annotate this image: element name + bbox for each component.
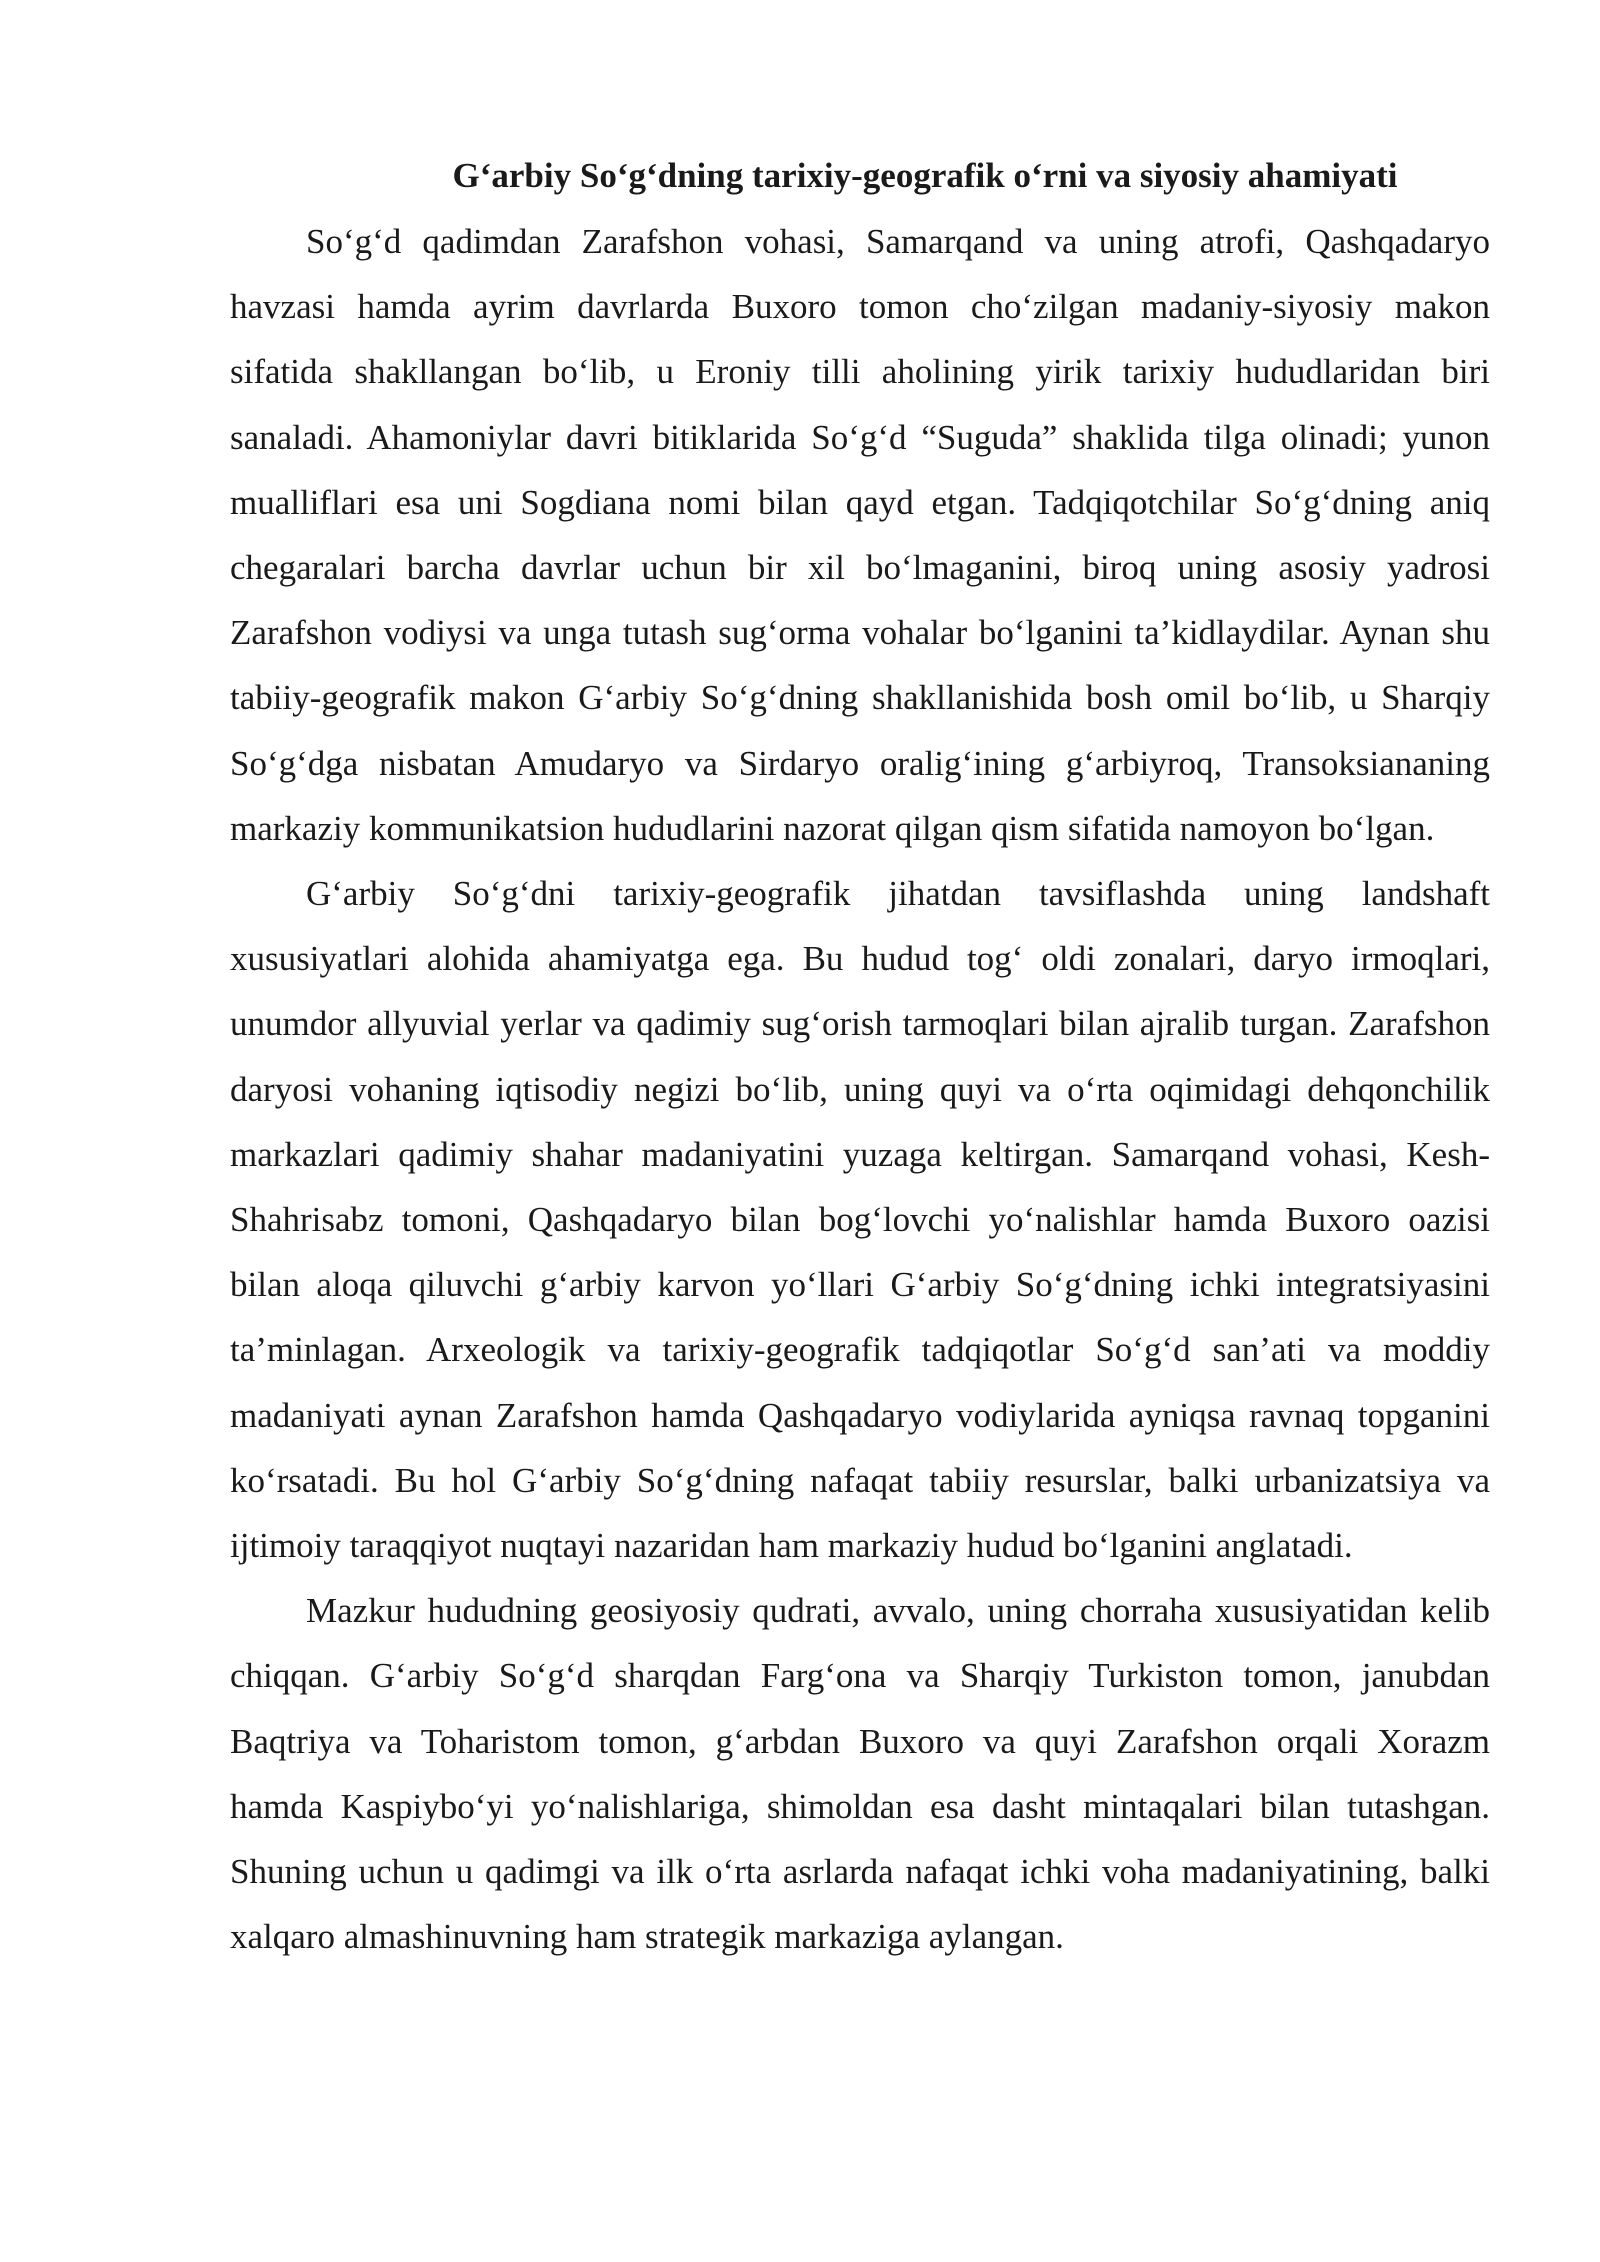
- document-page: [230, 148, 1490, 1969]
- paragraph-3: Mazkur hududning geosiyosiy qudrati, avvalo, uning chorraha xususiyatidan kelib chiqqan. G‘arbiy So‘g‘d sharqdan Farg‘ona va Sharqiy Turkiston tomon, janubdan Baqtriya va Toharistom tomon, g‘arbdan Buxoro va quyi Zarafshon orqali Xorazm hamda Kaspiybo‘yi yo‘nalishlariga, shimoldan esa dasht mintaqalari bilan tutashgan. Shuning uchun u qadimgi va ilk o‘rta asrlarda nafaqat ichki voha madaniyatining, balki xalqaro almashinuvning ham strategik markaziga aylangan.: [230, 1591, 1490, 1957]
- document-title: G‘arbiy So‘g‘dning tarixiy-geografik o‘rni va siyosiy ahamiyati: [452, 156, 1398, 195]
- paragraph-1: So‘g‘d qadimdan Zarafshon vohasi, Samarqand va uning atrofi, Qashqadaryo havzasi hamda ayrim davrlarda Buxoro tomon cho‘zilgan madaniy-siyosiy makon sifatida shakllangan bo‘lib, u Eroniy tilli aholining yirik tarixiy hududlaridan biri sanaladi. Ahamoniylar davri bitiklarida So‘g‘d “Suguda” shaklida tilga olinadi; yunon mualliflari esa uni Sogdiana nomi bilan qayd etgan. Tadqiqotchilar So‘g‘dning aniq chegaralari barcha davrlar uchun bir xil bo‘lmaganini, biroq uning asosiy yadrosi Zarafshon vodiysi va unga tutash sug‘orma vohalar bo‘lganini ta’kidlaydilar. Aynan shu tabiiy-geografik makon G‘arbiy So‘g‘dning shakllanishida bosh omil bo‘lib, u Sharqiy So‘g‘dga nisbatan Amudaryo va Sirdaryo oralig‘ining g‘arbiyroq, Transoksiananing markaziy kommunikatsion hududlarini nazorat qilgan qism sifatida namoyon bo‘lgan.: [230, 222, 1490, 848]
- paragraph-2: G‘arbiy So‘g‘dni tarixiy-geografik jihatdan tavsiflashda uning landshaft xususiyatlari alohida ahamiyatga ega. Bu hudud tog‘ oldi zonalari, daryo irmoqlari, unumdor allyuvial yerlar va qadimiy sug‘orish tarmoqlari bilan ajralib turgan. Zarafshon daryosi vohaning iqtisodiy negizi bo‘lib, uning quyi va o‘rta oqimidagi dehqonchilik markazlari qadimiy shahar madaniyatini yuzaga keltirgan. Samarqand vohasi, Kesh-Shahrisabz tomoni, Qashqadaryo bilan bog‘lovchi yo‘nalishlar hamda Buxoro oazisi bilan aloqa qiluvchi g‘arbiy karvon yo‘llari G‘arbiy So‘g‘dning ichki integratsiyasini ta’minlagan. Arxeologik va tarixiy-geografik tadqiqotlar So‘g‘d san’ati va moddiy madaniyati aynan Zarafshon hamda Qashqadaryo vodiylarida ayniqsa ravnaq topganini ko‘rsatadi. Bu hol G‘arbiy So‘g‘dning nafaqat tabiiy resurslar, balki urbanizatsiya va ijtimoiy taraqqiyot nuqtayi nazaridan ham markaziy hudud bo‘lganini anglatadi.: [230, 874, 1490, 1566]
